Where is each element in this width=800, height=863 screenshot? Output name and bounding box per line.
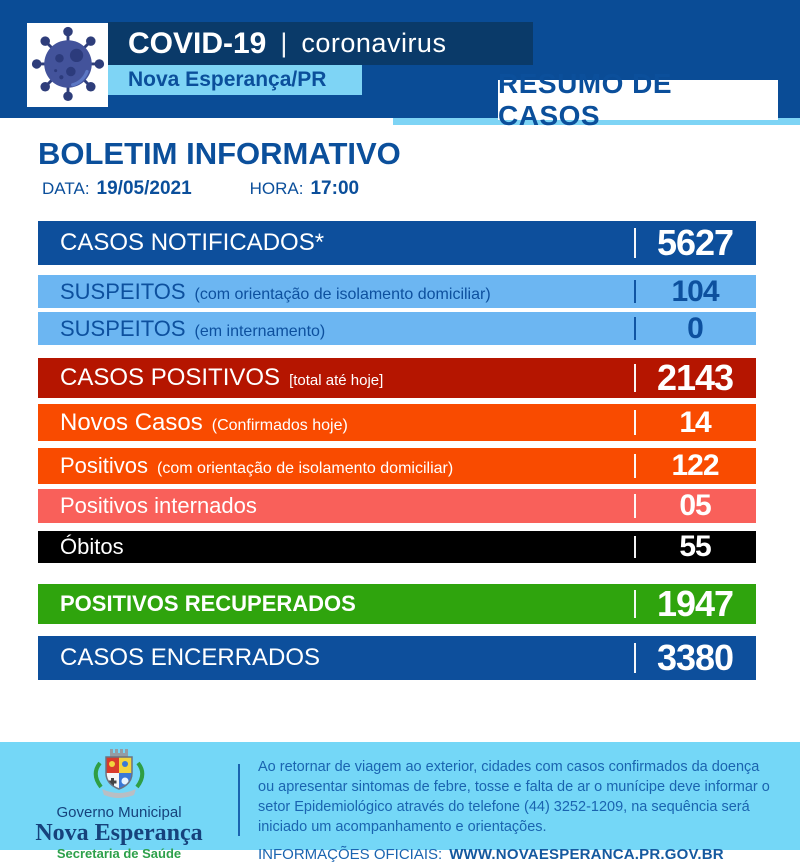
row-value-cell	[634, 448, 756, 484]
table-row-suspeitos-domiciliar	[38, 275, 756, 308]
row-value: 3380	[656, 637, 734, 678]
row-value: 122	[671, 449, 719, 482]
row-sublabel: (em internamento)	[194, 322, 326, 340]
city-coat-of-arms-icon	[88, 749, 150, 804]
row-value: 55	[679, 530, 711, 563]
row-label-wrap	[38, 644, 634, 672]
row-label: CASOS ENCERRADOS	[60, 644, 321, 671]
covid-title: COVID-19	[128, 26, 267, 60]
official-website-link[interactable]: WWW.NOVAESPERANCA.PR.GOV.BR	[449, 846, 724, 863]
title-separator: |	[280, 28, 288, 58]
row-label-wrap	[38, 534, 634, 560]
row-value: 0	[687, 311, 703, 345]
cases-table	[38, 221, 756, 680]
footer	[0, 742, 800, 863]
value-divider	[634, 228, 636, 258]
row-label-wrap	[38, 316, 634, 342]
row-label-wrap	[38, 279, 634, 305]
row-label-wrap	[38, 409, 634, 437]
row-label: POSITIVOS RECUPERADOS	[60, 591, 356, 616]
header	[0, 0, 800, 131]
row-value-cell	[634, 636, 756, 680]
value-divider	[634, 280, 636, 302]
value-divider	[634, 590, 636, 617]
row-label: SUSPEITOS	[60, 315, 186, 341]
row-value: 05	[679, 489, 711, 522]
row-label: Positivos	[60, 453, 149, 478]
table-row-positivos-domiciliar	[38, 448, 756, 484]
row-value: 5627	[656, 222, 734, 263]
date-label: DATA:	[42, 179, 90, 198]
row-label: CASOS NOTIFICADOS*	[60, 229, 325, 256]
date-value: 19/05/2021	[96, 178, 192, 199]
row-sublabel: [total até hoje]	[289, 372, 384, 389]
row-value-cell	[634, 531, 756, 563]
official-info-label: INFORMAÇÕES OFICIAIS:	[258, 846, 443, 863]
table-row-suspeitos-internamento	[38, 312, 756, 345]
date-time-row	[42, 178, 762, 198]
row-label-wrap	[38, 364, 634, 392]
row-label: CASOS POSITIVOS	[60, 364, 281, 391]
row-value: 1947	[656, 583, 734, 624]
government-label: Governo Municipal	[56, 804, 182, 821]
row-value-cell	[634, 584, 756, 624]
row-sublabel: (com orientação de isolamento domiciliar)	[157, 460, 454, 477]
table-row-casos-notificados	[38, 221, 756, 265]
row-value-cell	[634, 358, 756, 398]
row-value-cell	[634, 404, 756, 441]
row-value-cell	[634, 221, 756, 265]
row-value-cell	[634, 489, 756, 523]
health-secretariat-label: Secretaria de Saúde	[56, 846, 182, 861]
table-row-obitos	[38, 531, 756, 563]
summary-title: RESUMO DE CASOS	[498, 68, 673, 131]
value-divider	[634, 454, 636, 478]
row-label: Óbitos	[60, 534, 124, 559]
value-divider	[634, 317, 636, 339]
row-label-wrap	[38, 229, 634, 257]
city-label: Nova Esperança/PR	[128, 68, 327, 91]
row-value: 2143	[656, 357, 734, 398]
row-label: Novos Casos	[60, 408, 203, 436]
row-value: 104	[671, 274, 719, 308]
row-value: 14	[679, 405, 711, 439]
covid-title-bar	[108, 22, 533, 65]
table-row-positivos-internados	[38, 489, 756, 523]
table-row-novos-casos	[38, 404, 756, 441]
coronavirus-icon	[30, 23, 106, 108]
bulletin-body	[0, 125, 800, 680]
page-title: BOLETIM INFORMATIVO	[38, 136, 401, 171]
virus-logo-box	[27, 23, 108, 107]
row-sublabel: (Confirmados hoje)	[211, 416, 348, 434]
footer-government-block	[0, 742, 238, 861]
row-label-wrap	[38, 493, 634, 519]
row-label: SUSPEITOS	[60, 278, 186, 304]
footer-notice-block	[240, 742, 800, 863]
row-label-wrap	[38, 591, 634, 617]
table-row-casos-positivos	[38, 358, 756, 398]
value-divider	[634, 536, 636, 558]
time-value: 17:00	[310, 178, 360, 199]
city-bar	[108, 65, 362, 95]
value-divider	[634, 643, 636, 673]
row-sublabel: (com orientação de isolamento domiciliar)	[194, 285, 491, 303]
value-divider	[634, 364, 636, 391]
table-row-positivos-recuperados	[38, 584, 756, 624]
coronavirus-subtitle: coronavirus	[301, 28, 447, 58]
value-divider	[634, 410, 636, 435]
official-info-line	[258, 846, 782, 863]
summary-title-box	[498, 68, 778, 131]
municipality-name: Nova Esperança	[35, 820, 203, 846]
row-value-cell	[634, 312, 756, 345]
table-row-casos-encerrados	[38, 636, 756, 680]
row-label: Positivos internados	[60, 493, 257, 518]
row-value-cell	[634, 275, 756, 308]
health-notice-text: Ao retornar de viagem ao exterior, cidades com casos confirmados da doença ou apresentar sintomas de febre, tosse e falta de ar o munícipe deve informar o setor Epidemiológico através do telefone (44) 3252-1209, na sequência será iniciado um acompanhamento e orientações.	[258, 759, 770, 835]
row-label-wrap	[38, 453, 634, 479]
value-divider	[634, 494, 636, 517]
time-label: HORA:	[249, 179, 304, 198]
